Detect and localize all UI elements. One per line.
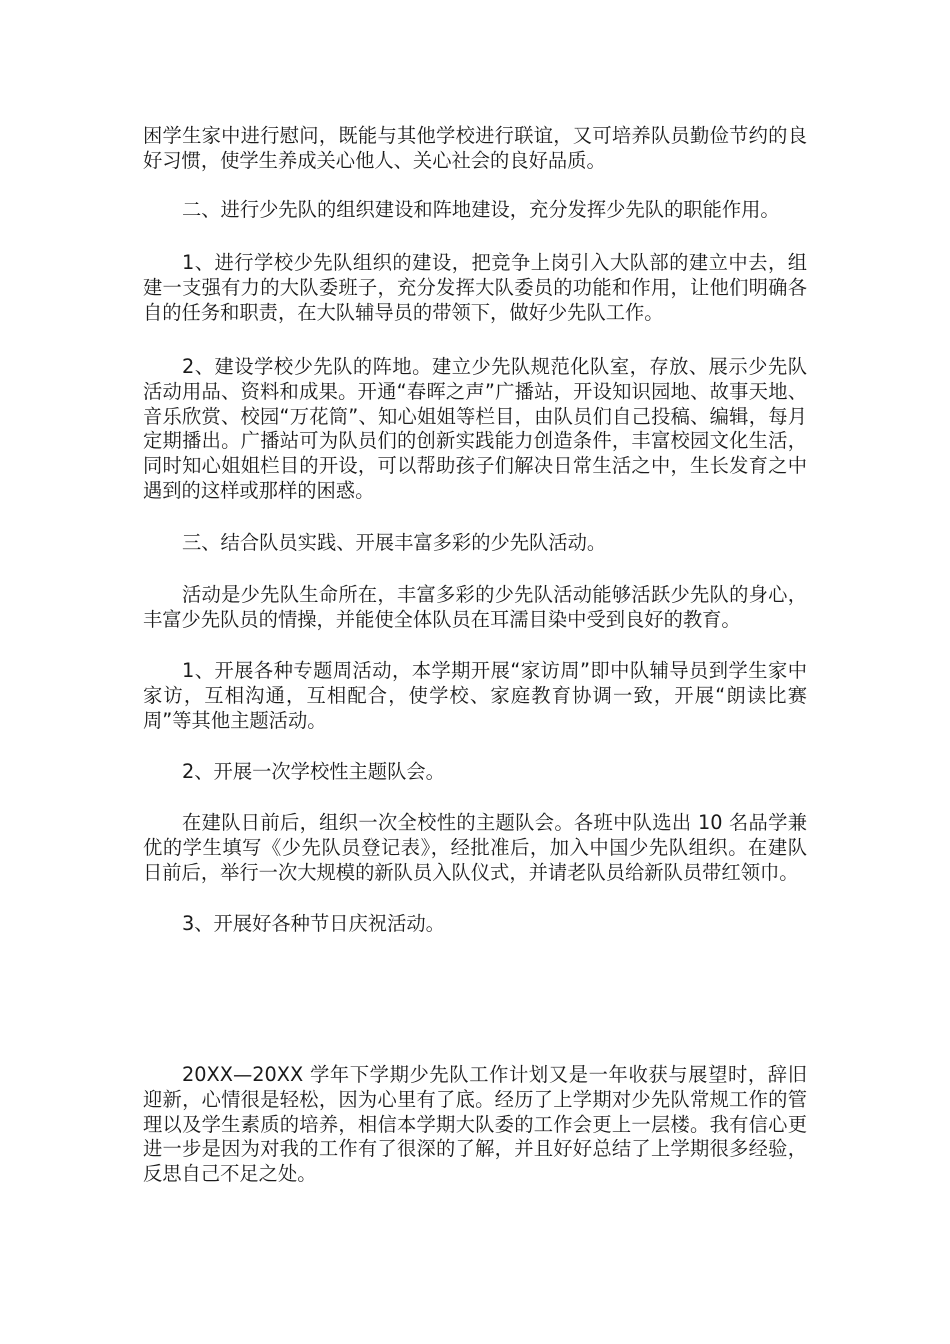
paragraph-continuation: 困学生家中进行慰问，既能与其他学校进行联谊，又可培养队员勤俭节约的良好习惯，使学生养成关心他人、关心社会的良好品质。 <box>143 124 807 172</box>
paragraph-activity-2: 2、开展一次学校性主题队会。 <box>182 760 445 783</box>
section-heading-3: 三、结合队员实践、开展丰富多彩的少先队活动。 <box>182 531 607 554</box>
paragraph-item-2: 2、建设学校少先队的阵地。建立少先队规范化队室，存放、展示少先队活动用品、资料和成果。开通“春晖之声”广播站，开设知识园地、故事天地、音乐欣赏、校园“万花筒”、知心姐姐等栏目，由队员们自己投稿、编辑，每月定期播出。广播站可为队员们的创新实践能力创造条件，丰富校园文化生活，同时知心姐姐栏目的开设，可以帮助孩子们解决日常生活之中，生长发育之中遇到的这样或那样的困惑。 <box>143 355 807 502</box>
paragraph-activity-1: 1、开展各种专题周活动，本学期开展“家访周”即中队辅导员到学生家中家访，互相沟通，互相配合，使学校、家庭教育协调一致，开展“朗读比赛周”等其他主题活动。 <box>143 659 807 732</box>
paragraph-new-plan-intro: 20XX—20XX 学年下学期少先队工作计划又是一年收获与展望时，辞旧迎新，心情很是轻松，因为心里有了底。经历了上学期对少先队常规工作的管理以及学生素质的培养，相信本学期大队委的工作会更上一层楼。我有信心更进一步是因为对我的工作有了很深的了解，并且好好总结了上学期很多经验，反思自己不足之处。 <box>143 1063 807 1186</box>
paragraph-activities-intro: 活动是少先队生命所在，丰富多彩的少先队活动能够活跃少先队的身心，丰富少先队员的情操，并能使全体队员在耳濡目染中受到良好的教育。 <box>143 583 807 631</box>
paragraph-item-1: 1、进行学校少先队组织的建设，把竞争上岗引入大队部的建立中去，组建一支强有力的大队委班子，充分发挥大队委员的功能和作用，让他们明确各自的任务和职责，在大队辅导员的带领下，做好少先队工作。 <box>143 251 807 324</box>
paragraph-activity-3: 3、开展好各种节日庆祝活动。 <box>182 912 445 935</box>
section-heading-2: 二、进行少先队的组织建设和阵地建设，充分发挥少先队的职能作用。 <box>182 198 780 221</box>
paragraph-team-meeting: 在建队日前后，组织一次全校性的主题队会。各班中队选出 10 名品学兼优的学生填写《少先队员登记表》，经批准后，加入中国少先队组织。在建队日前后，举行一次大规模的新队员入队仪式，并请老队员给新队员带红领巾。 <box>143 811 807 884</box>
